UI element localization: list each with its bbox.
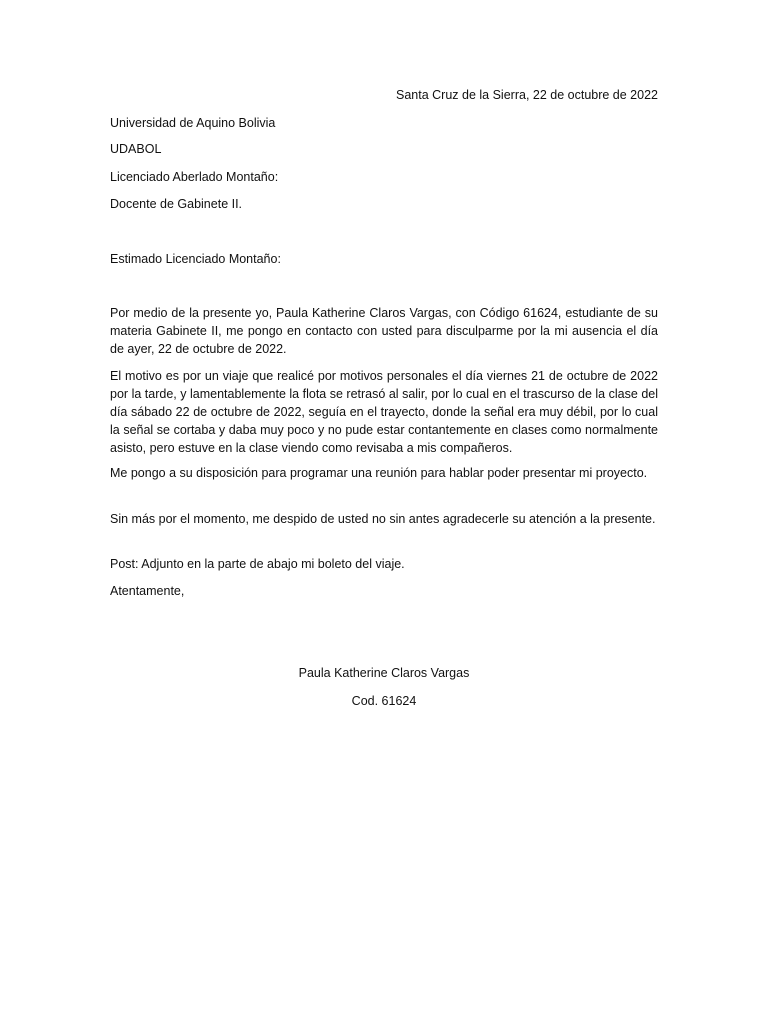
paragraph-1: Por medio de la presente yo, Paula Katherine Claros Vargas, con Código 61624, estudiante de su materia Gabinete II, me pongo en contacto con usted para disculparme por la mi ausencia el día de ayer, 22 de octubre de 2022. xyxy=(110,306,658,356)
paragraph-3: Me pongo a su disposición para programar una reunión para hablar poder presentar mi proyecto. xyxy=(110,466,648,480)
salutation: Estimado Licenciado Montaño: xyxy=(110,252,281,266)
recipient-institution: Universidad de Aquino Bolivia xyxy=(110,116,276,130)
recipient-position: Docente de Gabinete II. xyxy=(110,197,243,211)
signature-code: Cod. 61624 xyxy=(351,694,417,708)
date-line: Santa Cruz de la Sierra, 22 de octubre de 2022 xyxy=(396,88,658,102)
postscript: Post: Adjunto en la parte de abajo mi boleto del viaje. xyxy=(110,557,405,571)
paragraph-4: Sin más por el momento, me despido de usted no sin antes agradecerle su atención a la presente. xyxy=(110,512,656,526)
recipient-name: Licenciado Aberlado Montaño: xyxy=(110,170,279,184)
paragraph-2: El motivo es por un viaje que realicé por motivos personales el día viernes 21 de octubre de 2022 por la tarde, y lamentablemente la flota se retrasó al salir, por lo cual en el trascurso de la clase del día sábado 22 de octubre de 2022, seguía en el trayecto, donde la señal era muy débil, por lo cual la señal se cortaba y daba muy poco y no pude estar contantemente en clases como normalmente asisto, pero estuve en la clase viendo como revisaba a mis compañeros. xyxy=(110,369,658,455)
signature-name: Paula Katherine Claros Vargas xyxy=(298,666,470,680)
closing: Atentamente, xyxy=(110,584,185,598)
recipient-acronym: UDABOL xyxy=(110,142,162,156)
